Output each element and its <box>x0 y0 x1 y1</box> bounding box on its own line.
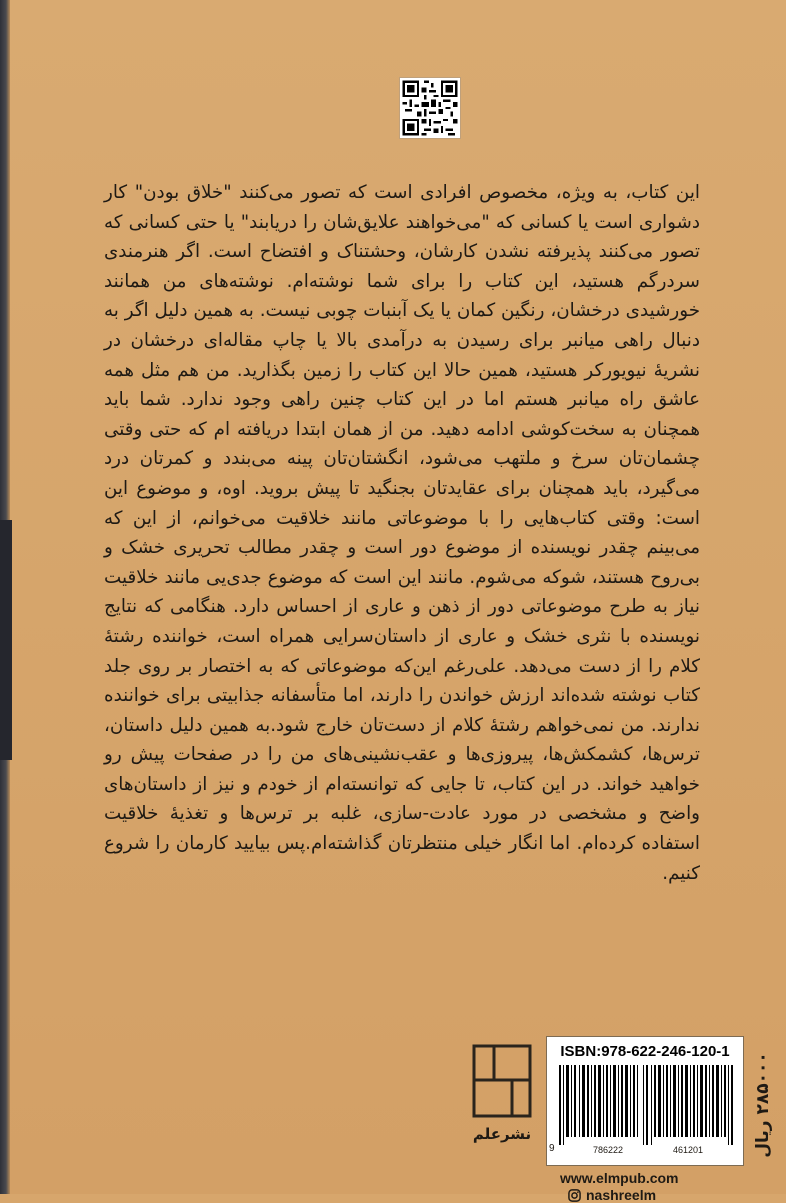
instagram-icon <box>568 1189 581 1202</box>
isbn-label: ISBN:978-622-246-120-1 <box>560 1043 730 1060</box>
publisher-name: نشرعلم <box>472 1125 532 1143</box>
qr-code-icon[interactable] <box>400 78 460 138</box>
blurb-text <box>104 178 700 888</box>
barcode-digits-group2: 461201 <box>673 1145 704 1155</box>
barcode-digits-group1: 786222 <box>593 1145 624 1155</box>
elm-publisher-logo-icon <box>468 1040 536 1180</box>
blurb-paragraph: این کتاب، به ویژه، مخصوص افرادی است که تصور می‌کنند "خلاق بودن" کار دشواری است یا کسانی که "می‌خواهند علایق‌شان را دریابند" یا حتی کسانی که تصور می‌کنند پذیرفته نشدن کارشان، وحشتناک و افتضاح است. اگر هنرمندی سردرگم هستید، این کتاب را برای شما نوشته‌ام. نوشته‌های من همانند خورشیدی درخشان، رنگین کمان یا یک آبنبات چوبی نیست. به همین دلیل اگر به دنبال راهی میانبر برای رسیدن به درآمدی بالا یا چاپ مقاله‌ای درخشان در نشریهٔ نیویورکر هستید، همین حالا این کتاب را زمین بگذارید. من هم مثل همه عاشق راه میانبر هستم اما در این کتاب چنین راهی وجود ندارد. شما باید همچنان به سخت‌کوشی ادامه دهید. من از همان ابتدا دریافته ام که حتی وقتی چشمان‌تان سرخ و ملتهب می‌شود، انگشتان‌تان پینه می‌بندد و کمرتان درد می‌گیرد، باید همچنان برای عقایدتان بجنگید تا پیش بروید. اوه، و موضوع این است: وقتی کتاب‌هایی را با موضوعاتی مانند خلاقیت می‌خوانم، از این که می‌بینم چقدر نویسنده از موضوع دور است و چقدر مطالب تحریری خشک و بی‌روح هستند، شوکه می‌شوم. مانند این است که موضوع جدی‌یی مانند خلاقیت نیاز به طرح موضوعاتی دور از ذهن و عاری از احساس دارد. هنگامی که نتایج نویسنده با نثری خشک و عاری از داستان‌سرایی همراه است، خواننده رشتهٔ کلام را از دست می‌دهد. علی‌رغم این‌که موضوعاتی که به اختصار بر روی جلد کتاب نوشته شده‌اند ارزش خواندن را دارند، اما متأسفانه جذابیتی برای خواننده ندارند. من نمی‌خواهم رشتهٔ کلام از دست‌تان خارج شود.به همین دلیل داستان، ترس‌ها، کشمکش‌ها، پیروزی‌ها و عقب‌نشینی‌های من را در صفحات پیش رو خواهید خواند. در این کتاب، تا جایی که توانسته‌ام از خودم و نیز از داستان‌های واضح و مشخصی در مورد عادت-سازی، غلبه بر ترس‌ها و تغذیهٔ خلاقیت استفاده کرده‌ام. اما انگار خیلی منتظرتان گذاشته‌ام.پس بیایید کارمان را شروع کنیم. <box>104 182 700 884</box>
barcode-digit-left: 9 <box>549 1143 555 1154</box>
website-link[interactable]: www.elmpub.com <box>560 1170 679 1186</box>
instagram-row[interactable] <box>568 1187 656 1203</box>
barcode-box <box>546 1036 744 1166</box>
spine-shadow <box>0 520 12 760</box>
price-label-container <box>748 1040 778 1170</box>
barcode-icon <box>559 1065 735 1145</box>
price-label: ۲۸۵۰۰۰ ریال <box>753 1052 773 1158</box>
instagram-handle: nashreelm <box>586 1187 657 1203</box>
